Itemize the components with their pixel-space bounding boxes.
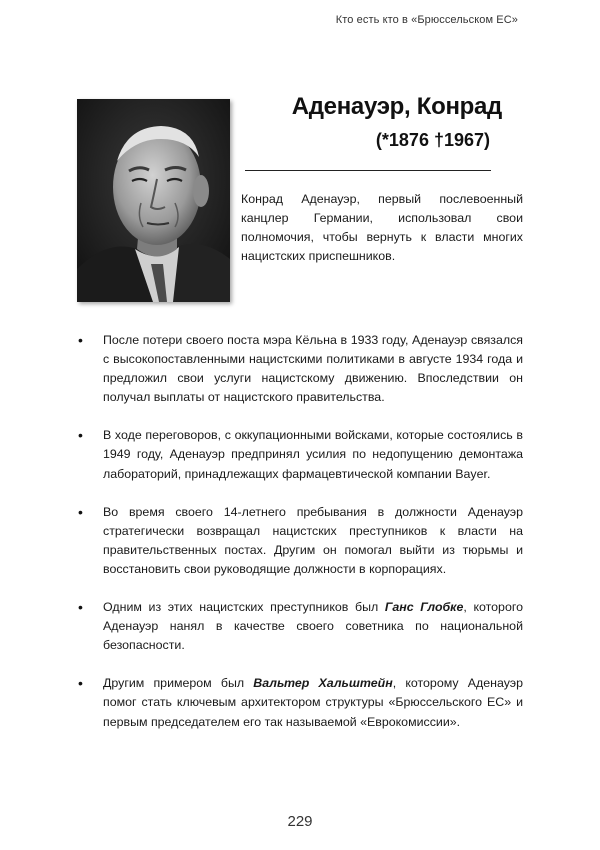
list-item-text: , которого Аденауэр нанял в качестве своего советника по национальной безопасности. <box>103 600 523 653</box>
facts-list <box>78 331 523 732</box>
list-item: • Во время своего 14-летнего пребывания в должности Аденауэр стратегически возвращал нацистских преступников к власти на правительственных постах. Другим он помогал выйти из тюрьмы и восстановить свои руководящие должности в корпорациях. <box>78 503 523 579</box>
list-item-text: Одним из этих нацистских преступников был <box>103 600 385 615</box>
title-divider <box>245 170 491 171</box>
list-item: • В ходе переговоров, с оккупационными войсками, которые состоялись в 1949 году, Аденауэр предпринял усилия по недопущению демонтажа лабораторий, принадлежащих фармацевтической компании Bayer. <box>78 426 523 483</box>
list-item: • После потери своего поста мэра Кёльна в 1933 году, Аденауэр связался с высокопоставленными нацистскими политиками в августе 1934 года и предложил свои услуги нацистскому движению. Впоследствии он получал выплаты от нацистского правительства. <box>78 331 523 407</box>
list-item <box>78 598 523 655</box>
running-header: Кто есть кто в «Брюссельском ЕС» <box>335 14 518 26</box>
list-item-text: , которому Аденауэр помог стать ключевым архитектором структуры «Брюссельского ЕС» и первым председателем его так называемой «Еврокомиссии». <box>103 676 523 729</box>
list-item-text: Другим примером был <box>103 676 254 691</box>
portrait-photo <box>77 99 230 302</box>
profile-name: Аденауэр, Конрад <box>291 93 502 120</box>
list-item <box>78 674 523 731</box>
profile-intro: Конрад Аденауэр, первый послевоенный канцлер Германии, использовал свои полномочия, чтобы вернуть к власти многих нацистских приспешников. <box>241 192 523 263</box>
profile-dates: (*1876 †1967) <box>375 130 490 150</box>
portrait-illustration <box>77 99 230 302</box>
person-name-emphasis: Ганс Глобке <box>384 600 464 615</box>
page-number: 229 <box>287 813 313 830</box>
person-name-emphasis: Вальтер Хальштейн <box>253 676 393 691</box>
